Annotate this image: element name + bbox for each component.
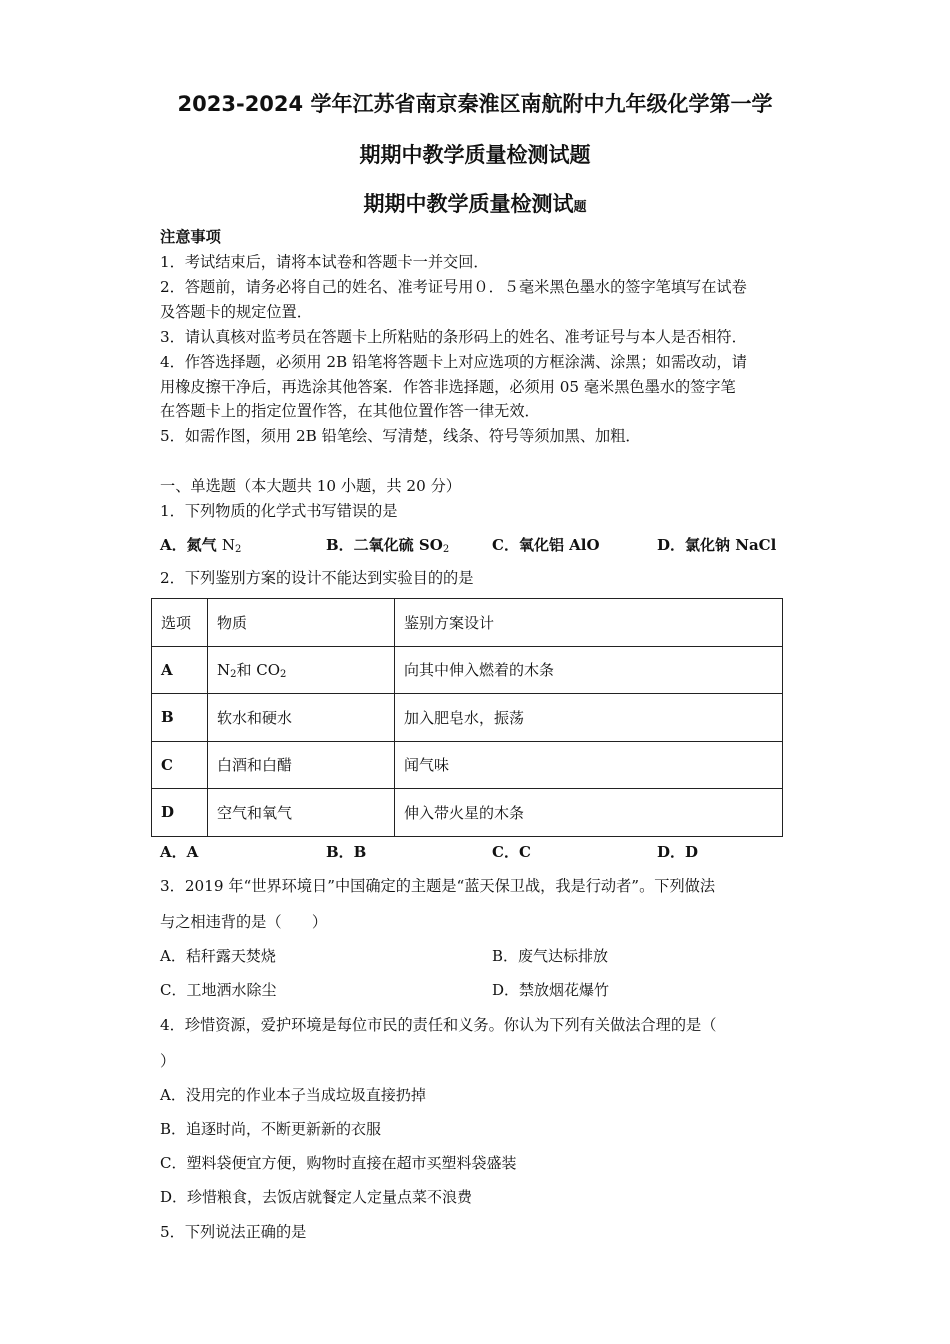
q3-option-d: D．禁放烟花爆竹 bbox=[492, 981, 610, 999]
q2-table bbox=[151, 598, 783, 837]
question-4-stem-cont: ） bbox=[160, 1052, 176, 1070]
table-cell-option: B bbox=[152, 694, 208, 742]
q3-option-c: C．工地洒水除尘 bbox=[160, 981, 277, 999]
table-header-cell: 物质 bbox=[208, 599, 395, 647]
q4-option-d: D．珍惜粮食，去饭店就餐定人定量点菜不浪费 bbox=[160, 1188, 473, 1206]
table-cell-method: 伸入带火星的木条 bbox=[395, 789, 783, 837]
title-line-3 bbox=[0, 188, 950, 218]
q3-option-a: A．秸秆露天焚烧 bbox=[160, 947, 276, 965]
table-header-cell: 选项 bbox=[152, 599, 208, 647]
table-row bbox=[152, 646, 783, 694]
notice-line: 1．考试结束后，请将本试卷和答题卡一并交回． bbox=[160, 253, 489, 271]
table-header-row bbox=[152, 599, 783, 647]
title-line-3-main: 期期中教学质量检测试 bbox=[363, 192, 574, 216]
question-3-stem: 3．2019 年“世界环境日”中国确定的主题是“蓝天保卫战，我是行动者”。下列做法 bbox=[160, 877, 716, 895]
table-header-cell: 鉴别方案设计 bbox=[395, 599, 783, 647]
table-row bbox=[152, 694, 783, 742]
q4-option-c: C．塑料袋便宜方便，购物时直接在超市买塑料袋盛装 bbox=[160, 1154, 517, 1172]
q1-option-b: B．二氧化硫 $SO_2$ bbox=[326, 536, 450, 555]
q3-option-b: B．废气达标排放 bbox=[492, 947, 609, 965]
question-2-stem: 2．下列鉴别方案的设计不能达到实验目的的是 bbox=[160, 569, 474, 587]
table-cell-option: C bbox=[152, 741, 208, 789]
section-heading: 一、单选题（本大题共 10 小题，共 20 分） bbox=[160, 477, 461, 495]
table-cell-substance: 空气和氧气 bbox=[208, 789, 395, 837]
table-cell-method: 闻气味 bbox=[395, 741, 783, 789]
title-line-2: 期期中教学质量检测试题 bbox=[359, 143, 591, 167]
table-cell-substance: 白酒和白醋 bbox=[208, 741, 395, 789]
table-row bbox=[152, 789, 783, 837]
title-line-1: 2023-2024 学年江苏省南京秦淮区南航附中九年级化学第一学 bbox=[177, 92, 773, 116]
question-3-stem-cont: 与之相违背的是（ ） bbox=[160, 913, 328, 931]
notice-line: 3．请认真核对监考员在答题卡上所粘贴的条形码上的姓名、准考证号与本人是否相符． bbox=[160, 328, 747, 346]
notice-line: 5．如需作图，须用 2B 铅笔绘、写清楚，线条、符号等须加黑、加粗． bbox=[160, 427, 641, 445]
notice-line: 2．答题前，请务必将自己的姓名、准考证号用０．５毫米黑色墨水的签字笔填写在试卷 bbox=[160, 278, 747, 296]
question-5-stem: 5．下列说法正确的是 bbox=[160, 1223, 307, 1241]
q1-option-a: A．氮气 $N_2$ bbox=[160, 536, 242, 555]
table-cell-substance: $N_2$和 $CO_2$ bbox=[208, 646, 395, 694]
table-cell-method: 向其中伸入燃着的木条 bbox=[395, 646, 783, 694]
table-row bbox=[152, 741, 783, 789]
q2-option-c: C．C bbox=[492, 843, 531, 861]
q4-option-a: A．没用完的作业本子当成垃圾直接扔掉 bbox=[160, 1086, 426, 1104]
notice-line: 4．作答选择题，必须用 2B 铅笔将答题卡上对应选项的方框涂满、涂黑；如需改动，请 bbox=[160, 353, 747, 371]
q2-option-b: B．B bbox=[326, 843, 367, 861]
notice-line: 在答题卡上的指定位置作答，在其他位置作答一律无效． bbox=[160, 402, 540, 420]
title-line-3-small: 题 bbox=[573, 200, 587, 215]
question-1-stem: 1．下列物质的化学式书写错误的是 bbox=[160, 502, 398, 520]
q1-option-d: D．氯化钠 NaCl bbox=[657, 536, 777, 554]
notice-line: 用橡皮擦干净后，再选涂其他答案．作答非选择题，必须用 05 毫米黑色墨水的签字笔 bbox=[160, 378, 736, 396]
q2-option-a: A．A bbox=[160, 843, 199, 861]
table-cell-option: A bbox=[152, 646, 208, 694]
table-cell-method: 加入肥皂水，振荡 bbox=[395, 694, 783, 742]
q1-option-c: C．氧化铝 AlO bbox=[492, 536, 600, 554]
notice-heading: 注意事项 bbox=[160, 228, 221, 246]
q4-option-b: B．追逐时尚，不断更新新的衣服 bbox=[160, 1120, 382, 1138]
table-cell-option: D bbox=[152, 789, 208, 837]
q2-option-d: D．D bbox=[657, 843, 699, 861]
table-cell-substance: 软水和硬水 bbox=[208, 694, 395, 742]
notice-line: 及答题卡的规定位置． bbox=[160, 303, 312, 321]
question-4-stem: 4．珍惜资源，爱护环境是每位市民的责任和义务。你认为下列有关做法合理的是（ bbox=[160, 1016, 717, 1034]
